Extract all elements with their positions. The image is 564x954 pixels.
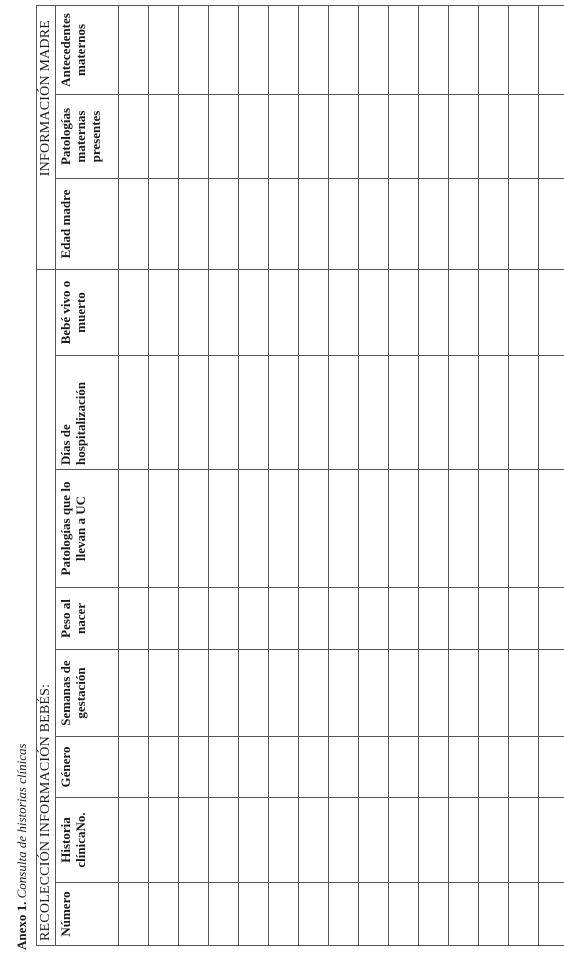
table-cell (389, 470, 419, 588)
table-cell (419, 179, 449, 270)
table-cell (329, 95, 359, 179)
table-cell (149, 179, 179, 270)
table-cell (269, 588, 299, 650)
table-cell (179, 270, 209, 356)
table-cell (299, 270, 329, 356)
table-cell (119, 798, 149, 883)
table-cell (299, 179, 329, 270)
table-cell (149, 95, 179, 179)
table-cell (509, 588, 539, 650)
table-row (449, 5, 479, 945)
table-cell (239, 588, 269, 650)
table-row (119, 5, 149, 945)
table-cell (299, 5, 329, 94)
table-cell (359, 5, 389, 94)
table-cell (239, 95, 269, 179)
table-cell (479, 179, 509, 270)
table-cell (119, 883, 149, 946)
table-cell (449, 798, 479, 883)
table-cell (329, 737, 359, 798)
table-cell (179, 798, 209, 883)
table-cell (179, 5, 209, 94)
table-cell (419, 470, 449, 588)
table-cell (389, 650, 419, 737)
table-cell (539, 737, 564, 798)
table-cell (269, 883, 299, 946)
table-cell (449, 95, 479, 179)
table-cell (149, 650, 179, 737)
table-cell (359, 179, 389, 270)
table-cell (329, 798, 359, 883)
table-cell (239, 356, 269, 470)
table-row (479, 5, 509, 945)
table-cell (329, 650, 359, 737)
rotated-table-container (36, 6, 560, 946)
table-cell (419, 95, 449, 179)
table-cell (419, 798, 449, 883)
table-cell (539, 95, 564, 179)
table-cell (209, 737, 239, 798)
table-cell (509, 356, 539, 470)
table-cell (479, 798, 509, 883)
table-cell (239, 5, 269, 94)
table-cell (539, 270, 564, 356)
table-cell (479, 5, 509, 94)
table-cell (149, 588, 179, 650)
column-header-edad-madre: Edad madre (56, 179, 119, 270)
table-cell (389, 179, 419, 270)
table-cell (479, 650, 509, 737)
table-cell (149, 737, 179, 798)
table-cell (449, 883, 479, 946)
table-cell (449, 270, 479, 356)
table-cell (359, 95, 389, 179)
column-header-bebe-vivo-muerto: Bebé vivo o muerto (56, 270, 119, 356)
table-cell (239, 179, 269, 270)
table-cell (509, 95, 539, 179)
table-cell (209, 356, 239, 470)
column-header-genero: Género (56, 737, 119, 798)
table-cell (479, 95, 509, 179)
column-header-patologias-uc: Patologías que lo llevan a UC (56, 470, 119, 588)
table-cell (179, 883, 209, 946)
annex-caption (14, 743, 30, 950)
table-cell (419, 356, 449, 470)
table-cell (299, 356, 329, 470)
table-cell (239, 798, 269, 883)
table-cell (239, 270, 269, 356)
annex-caption-label: Anexo 1. (14, 901, 29, 950)
table-cell (479, 270, 509, 356)
table-cell (539, 356, 564, 470)
table-cell (389, 588, 419, 650)
column-header-historia-clinica: Historia clínicaNo. (56, 798, 119, 883)
table-cell (209, 588, 239, 650)
table-cell (389, 5, 419, 94)
table-cell (239, 650, 269, 737)
table-cell (449, 588, 479, 650)
table-cell (119, 270, 149, 356)
table-cell (269, 95, 299, 179)
table-cell (389, 737, 419, 798)
table-cell (119, 356, 149, 470)
table-cell (479, 883, 509, 946)
table-cell (509, 798, 539, 883)
table-cell (299, 798, 329, 883)
table-row (509, 5, 539, 945)
table-cell (149, 356, 179, 470)
table-cell (209, 270, 239, 356)
table-cell (149, 470, 179, 588)
table-cell (539, 588, 564, 650)
clinical-records-table (36, 5, 564, 946)
group-header-mother: INFORMACIÓN MADRE (37, 5, 56, 269)
table-cell (509, 470, 539, 588)
table-cell (389, 798, 419, 883)
table-cell (539, 650, 564, 737)
table-cell (389, 95, 419, 179)
table-cell (389, 883, 419, 946)
table-cell (119, 650, 149, 737)
table-cell (209, 179, 239, 270)
table-row (389, 5, 419, 945)
table-cell (119, 95, 149, 179)
table-row (269, 5, 299, 945)
table-cell (539, 883, 564, 946)
table-cell (299, 470, 329, 588)
table-cell (449, 356, 479, 470)
column-header-peso-nacer: Peso al nacer (56, 588, 119, 650)
table-cell (419, 650, 449, 737)
table-cell (389, 356, 419, 470)
table-cell (539, 470, 564, 588)
table-cell (449, 650, 479, 737)
table-row (539, 5, 564, 945)
table-cell (329, 179, 359, 270)
table-cell (269, 356, 299, 470)
table-cell (269, 5, 299, 94)
table-cell (209, 5, 239, 94)
table-cell (359, 270, 389, 356)
table-cell (299, 883, 329, 946)
table-cell (449, 5, 479, 94)
table-cell (419, 588, 449, 650)
table-cell (479, 470, 509, 588)
table-cell (359, 650, 389, 737)
column-header-semanas-gestacion: Semanas de gestación (56, 650, 119, 737)
table-cell (149, 798, 179, 883)
table-cell (419, 5, 449, 94)
table-row (299, 5, 329, 945)
table-cell (299, 95, 329, 179)
table-cell (449, 470, 479, 588)
table-cell (239, 470, 269, 588)
table-cell (329, 270, 359, 356)
table-cell (299, 737, 329, 798)
table-cell (329, 5, 359, 94)
table-cell (509, 5, 539, 94)
table-cell (509, 883, 539, 946)
column-header-row (56, 5, 119, 945)
table-cell (299, 650, 329, 737)
table-row (179, 5, 209, 945)
table-cell (359, 356, 389, 470)
table-cell (179, 470, 209, 588)
table-row (239, 5, 269, 945)
column-header-patologias-maternas: Patologías maternas presentes (56, 95, 119, 179)
table-cell (509, 179, 539, 270)
table-cell (389, 270, 419, 356)
table-cell (179, 95, 209, 179)
table-cell (359, 588, 389, 650)
table-cell (539, 179, 564, 270)
table-cell (419, 883, 449, 946)
table-cell (149, 270, 179, 356)
table-cell (449, 737, 479, 798)
column-header-antecedentes-maternos: Antecedentes maternos (56, 5, 119, 94)
table-cell (329, 470, 359, 588)
table-cell (329, 588, 359, 650)
table-cell (179, 650, 209, 737)
table-cell (359, 798, 389, 883)
table-cell (269, 179, 299, 270)
table-cell (449, 179, 479, 270)
table-row (419, 5, 449, 945)
annex-caption-title: Consulta de historias clínicas (14, 743, 29, 899)
table-cell (119, 588, 149, 650)
table-cell (539, 798, 564, 883)
table-cell (179, 356, 209, 470)
table-cell (479, 356, 509, 470)
table-cell (509, 650, 539, 737)
table-cell (209, 95, 239, 179)
table-cell (359, 737, 389, 798)
table-cell (209, 650, 239, 737)
table-cell (179, 179, 209, 270)
table-cell (329, 883, 359, 946)
group-header-row (37, 5, 56, 945)
group-header-babies: RECOLECCIÓN INFORMACIÓN BEBÉS: (37, 270, 56, 946)
table-body (119, 5, 564, 945)
column-header-numero: Número (56, 883, 119, 946)
table-cell (209, 798, 239, 883)
column-header-dias-hospitalizacion: Días de hospitalización (56, 356, 119, 470)
table-cell (119, 179, 149, 270)
table-cell (269, 270, 299, 356)
table-cell (329, 356, 359, 470)
table-cell (269, 650, 299, 737)
table-row (209, 5, 239, 945)
table-cell (419, 270, 449, 356)
table-cell (119, 737, 149, 798)
table-cell (119, 470, 149, 588)
table-cell (479, 588, 509, 650)
table-row (359, 5, 389, 945)
table-cell (299, 588, 329, 650)
table-cell (209, 883, 239, 946)
table-row (329, 5, 359, 945)
table-row (149, 5, 179, 945)
table-cell (269, 470, 299, 588)
table-cell (119, 5, 149, 94)
table-cell (419, 737, 449, 798)
table-cell (239, 883, 269, 946)
table-cell (359, 470, 389, 588)
table-cell (149, 5, 179, 94)
table-cell (479, 737, 509, 798)
table-cell (179, 588, 209, 650)
table-cell (149, 883, 179, 946)
table-cell (359, 883, 389, 946)
table-cell (179, 737, 209, 798)
table-cell (509, 270, 539, 356)
table-cell (209, 470, 239, 588)
table-cell (239, 737, 269, 798)
table-cell (539, 5, 564, 94)
table-cell (269, 737, 299, 798)
table-cell (269, 798, 299, 883)
table-cell (509, 737, 539, 798)
